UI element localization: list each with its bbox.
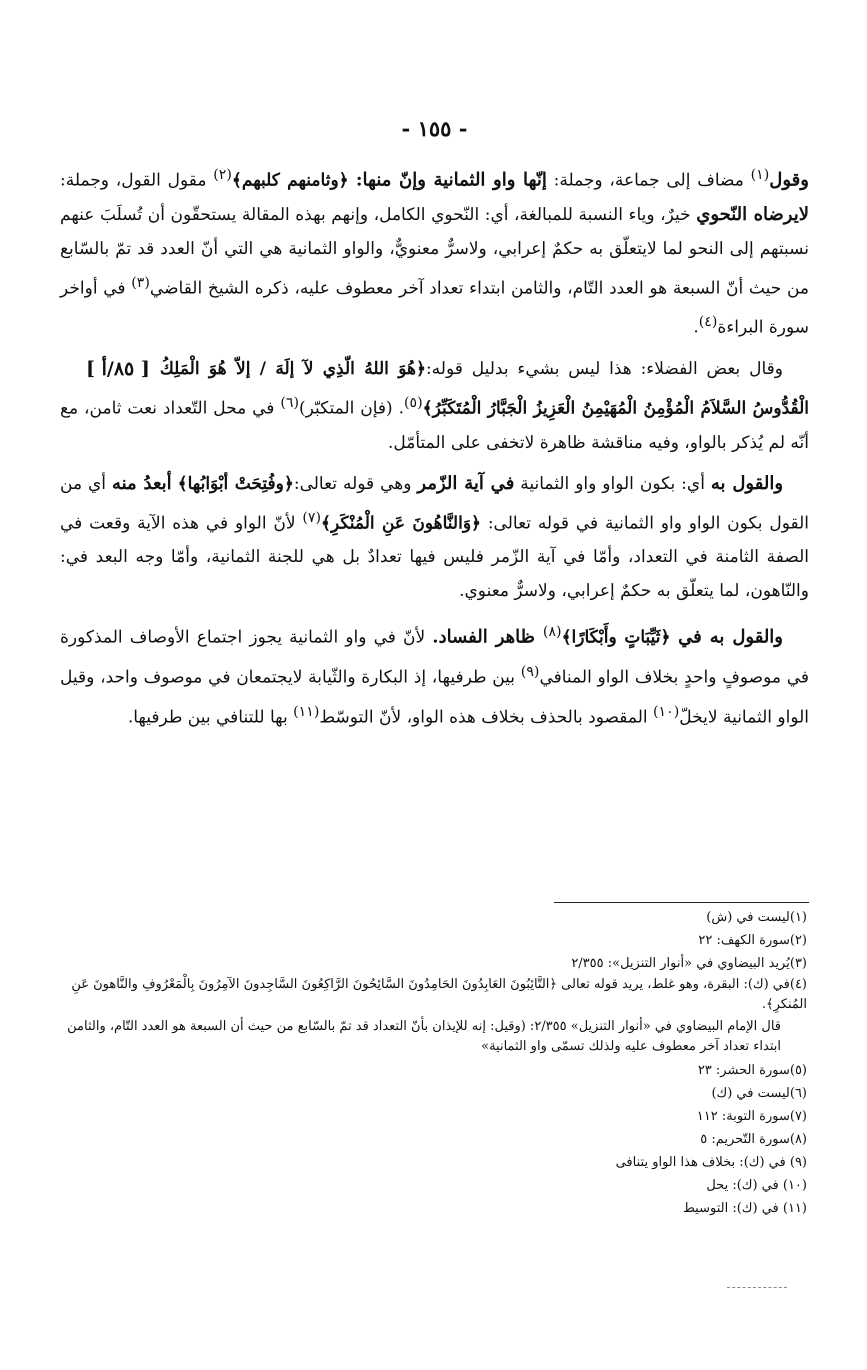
keyword-text: ظاهر الفساد. <box>432 626 543 648</box>
text-run: في محل التّعداد نعت ثامن، مع أنّه لم يُذكر بالواو، وفيه مناقشة ظاهرة لاتخفى على المتأمّل. <box>60 398 809 453</box>
keyword-text: وقول <box>769 169 809 191</box>
quran-verse: ﴿وفُتِحَتْ أبْوَابُها﴾ <box>177 473 294 494</box>
text-run: أي: بكون الواو واو الثمانية <box>514 473 711 494</box>
footnote-10: (١٠) في (ك): يحل <box>706 1178 807 1193</box>
text-run: بين طرفيها، إذ البكارة والثّيابة لايجتمعان في موصوف واحد، وقيل الواو الثمانية لايخلّ <box>60 667 809 728</box>
footnote-9: (٩) في (ك): بخلاف هذا الواو يتنافى <box>615 1155 807 1170</box>
text-run: المقصود بالحذف بخلاف هذه الواو، لأنّ التوسّط <box>319 707 653 728</box>
page-number: - ١٥٥ - <box>401 116 468 141</box>
text-run: في أواخر سورة البراءة <box>60 278 809 338</box>
quran-verse: ﴿وثامنهم كلبهم﴾ <box>231 170 356 191</box>
text-run: وهي قوله تعالى: <box>293 473 418 494</box>
footnote-11: (١١) في (ك): التوسيط <box>682 1201 807 1216</box>
keyword-text: والقول به <box>710 472 784 494</box>
footnote-3: (٣)يُريد البيضاوي في «أنوار التنزيل»: ٢/٣٥٥ <box>571 956 807 971</box>
footnote-separator <box>554 902 809 903</box>
text-run: وقال بعض الفضلاء: هذا ليس بشيء بدليل قوله: <box>425 358 783 379</box>
footnote-4-quote: قال الإمام البيضاوي في «أنوار التنزيل» ٢/٣٥٥: (وقيل: إنه للإيذان بأنّ التعداد قد تمّ بالسّابع من حيث أن السبعة هو العدد التّام، والثامن ابتداء تعداد آخر معطوف عليه ولذلك تسمّى واو الثمانية» <box>67 1019 781 1054</box>
footnote-ref[interactable]: (٦) <box>280 394 299 411</box>
footnote-end-rule <box>727 1287 787 1288</box>
text-run: خيرٌ، وياء النسبة للمبالغة، أي: النّحوي الكامل، وإنهم بهذه المقالة يستحقّون أن تُسلَبَ عنهم نسبتهم إلى النحو لما لايتعلّق به حكمٌ إعرابي، ولاسرٌّ معنويٌّ، والواو الثمانية هي التي أنّ العدد قد تمّ بالسّابع من حيث أنّ السبعة هو العدد التّام، والثامن ابتداء تعداد آخر معطوف عليه، ذكره الشيخ القاضي <box>60 204 809 299</box>
footnote-ref[interactable]: (٥) <box>404 394 423 411</box>
text-run: لأنّ في واو الثمانية يجوز اجتماع الأوصاف المذكورة في موصوفٍ واحدٍ بخلاف الواو المنافي <box>60 627 809 688</box>
keyword-text: إنّها واو الثمانية وإنّ منها: <box>355 169 547 191</box>
quran-verse: ﴿وَالنَّاهُونَ عَنِ الْمُنْكَرِ﴾ <box>321 513 481 534</box>
footnote-ref[interactable]: (٤) <box>698 314 718 331</box>
footnote-1: (١)ليست في (ش) <box>706 910 807 925</box>
quran-verse: ﴿هُوَ اللهُ الّذِي لآ إلَهَ / إلاّ هُوَ الْمَلِكُ الْقُدُّوسُ السَّلاَمُ الْمُؤْمِنُ الْمُهَيْمِنُ الْعَزِيزُ الْجَبَّارُ الْمُتَكَبِّرُ﴾ <box>159 358 809 419</box>
footnote-ref[interactable]: (٩) <box>520 663 540 680</box>
keyword-text: أبعدُ منه <box>111 472 172 494</box>
footnote-ref[interactable]: (١١) <box>293 703 320 720</box>
footnote-ref[interactable]: (٧) <box>302 509 322 526</box>
paragraph-1 <box>60 158 809 345</box>
footnote-ref[interactable]: (٣) <box>131 274 150 291</box>
footnote-5: (٥)سورة الحشر: ٢٣ <box>697 1063 807 1078</box>
footnote-2: (٢)سورة الكهف: ٢٢ <box>698 933 807 948</box>
footnote-4-continuation <box>60 1017 807 1057</box>
footnote-ref[interactable]: (٨) <box>542 624 562 641</box>
text-run: لأنّ الواو في هذه الآية وقعت في الصفة الثامنة في التعداد، وأمّا في آية الزّمر فليس فيها تعدادٌ بل هي للجنة الثمانية، وأمّا وجه البعد في: والنّاهون، لما يتعلّق به حكمٌ إعرابي، ولاسرٌّ معنوي. <box>60 513 809 602</box>
folio-marker: [ ٨٥/أ ] <box>86 357 150 380</box>
keyword-text: والقول به في <box>678 626 783 648</box>
footnote-4: (٤)في (ك): البقرة، وهو غلط، يريد قوله تعالى ﴿التَّائِبُونَ العَابِدُونَ الحَامِدُونَ السَّائِحُونَ الرَّاكِعُونَ السَّاجِدونَ الآمِرُونَ بِالْمَعْرُوفِ والنَّاهونَ عَنِ المُنكرِ﴾. <box>71 977 807 1012</box>
paragraph-4 <box>60 615 809 734</box>
text-run: بها للتنافي بين طرفيها. <box>127 707 294 728</box>
quran-verse: ﴿ثَيِّبَاتٍ وأَبْكَارًا﴾ <box>561 627 679 648</box>
text-run: مقول القول، وجملة: <box>60 170 214 191</box>
footnote-6: (٦)ليست في (ك) <box>711 1086 807 1101</box>
main-text <box>60 158 809 741</box>
footnote-ref[interactable]: (١٠) <box>653 703 680 720</box>
keyword-text: في آية الزّمر <box>417 472 515 494</box>
footnote-ref[interactable]: (٢) <box>213 167 232 183</box>
footnotes <box>60 906 807 1220</box>
text-run: . <box>693 317 699 338</box>
paragraph-2 <box>60 352 809 460</box>
footnote-7: (٧)سورة التوبة: ١١٢ <box>696 1109 807 1124</box>
text-run: مضاف إلى جماعة، وجملة: <box>546 170 751 191</box>
text-run: أي من القول بكون الواو واو الثمانية في قوله تعالى: <box>60 473 809 534</box>
footnote-ref[interactable]: (١) <box>750 167 770 183</box>
paragraph-3 <box>60 467 809 609</box>
text-run: . (فإن المتكبّر) <box>298 398 404 419</box>
keyword-text: لايرضاه النّحوي <box>696 203 809 225</box>
footnote-8: (٨)سورة التّحريم: ٥ <box>700 1132 807 1147</box>
